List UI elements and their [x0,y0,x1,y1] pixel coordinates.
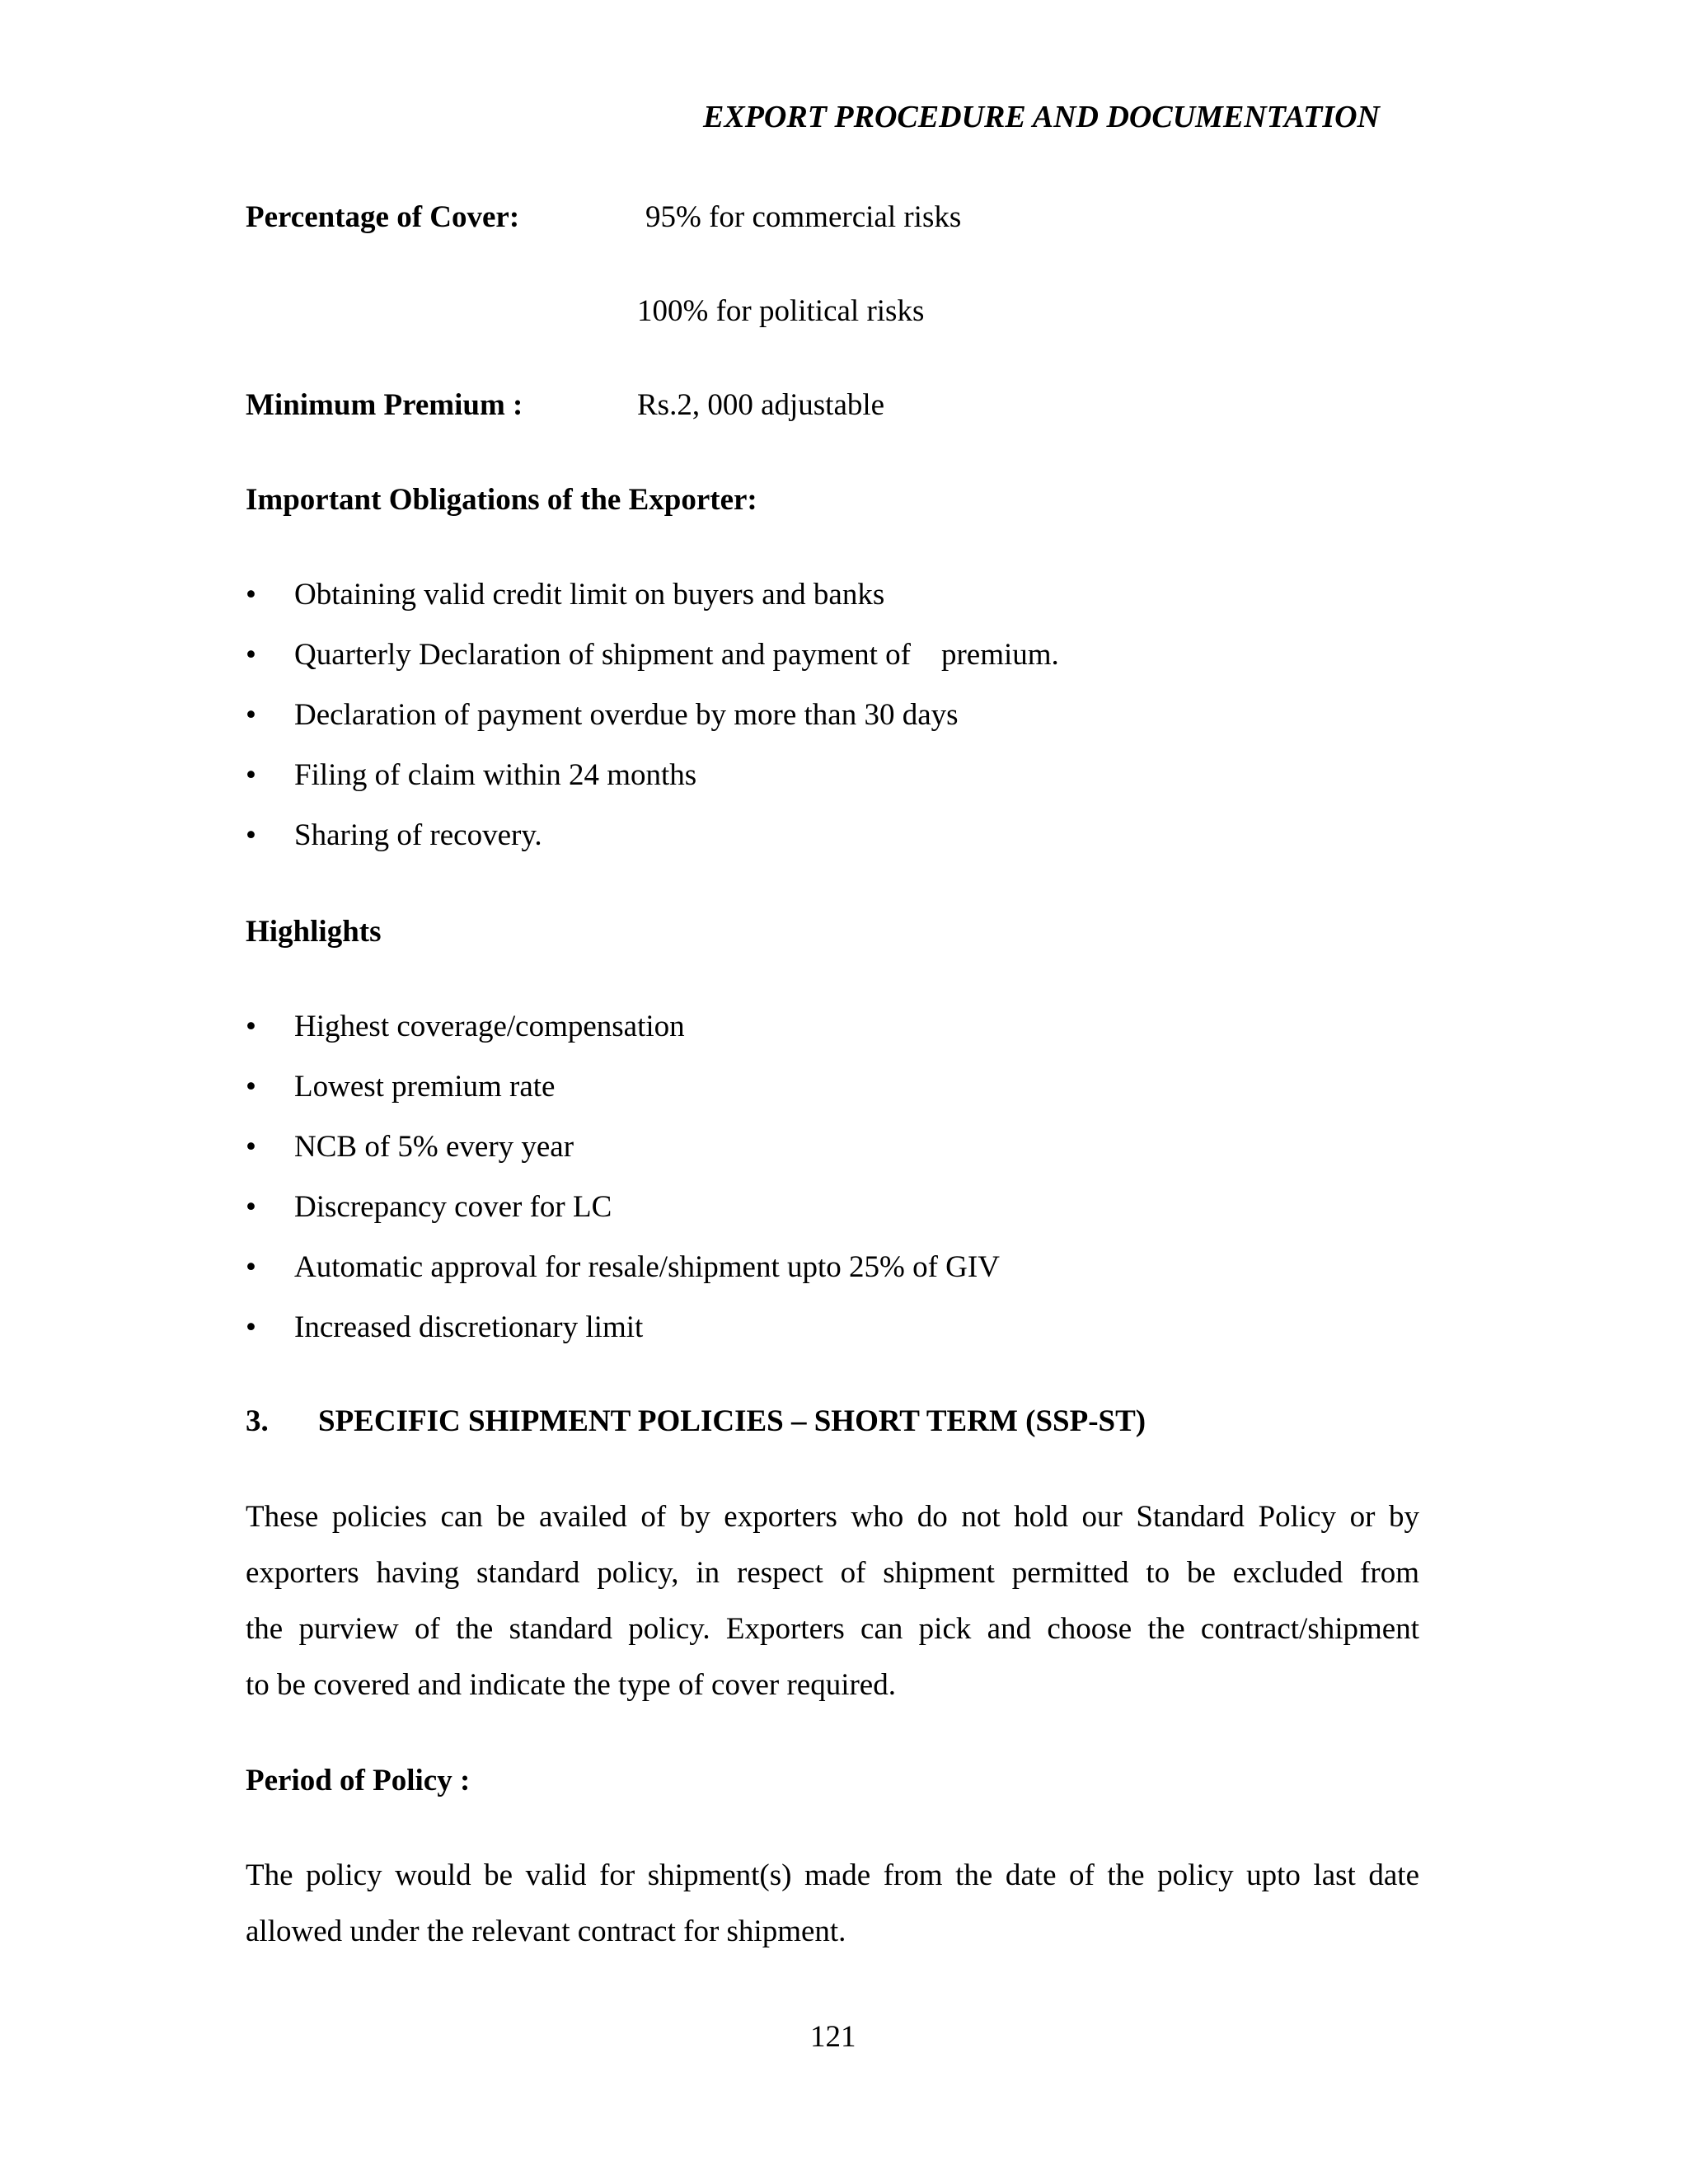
document-page: EXPORT PROCEDURE AND DOCUMENTATION Percentage of Cover: 95% for commercial risks 100% for political risks Minimum Premium : Rs.2, 000 adjustable Important Obligations of the Exporter: • Obtaining valid credit limit on buyers and banks • Quarterly Declaration of shipment and payment of premium. • Declaration of payment overdue by more than 30 days • Filing of claim within 24 months • Sharing of recovery. Highlights • Highest coverage/compensation • Lowest premium rate • NCB of 5% every year • Discrepancy cover for LC • Automatic approval for resale/shipment upto 25% of GIV • Increased discretionary limit 3. SPECIFIC SHIPMENT POLICIES – SHORT TERM (SSP-ST) These policies can be availed of by exporters who do not hold our Standard Policy or by exporters having standard policy, in respect of shipment permitted to be excluded from the purview of the standard policy. Exporters can pick and choose the contract/shipment to be covered and indicate the type of cover required. Period of Policy : The policy would be valid for shipment(s) made from the date of the policy upto last date allowed under the relevant contract for shipment. 121 [0,0,1688,2184]
paragraph-line: to be covered and indicate the type of cover required. [246,1668,896,1702]
bullet-icon: • [246,1010,256,1043]
bullet-icon: • [246,1130,256,1164]
obligations-heading: Important Obligations of the Exporter: [246,483,757,517]
bullet-icon: • [246,578,256,612]
section-number: 3. [246,1404,269,1438]
paragraph-line: the purview of the standard policy. Exporters can pick and choose the contract/shipment [246,1612,1419,1646]
bullet-icon: • [246,758,256,792]
bullet-icon: • [246,698,256,732]
cover-label: Percentage of Cover: [246,200,520,234]
period-heading: Period of Policy : [246,1764,471,1797]
paragraph-line: The policy would be valid for shipment(s) made from the date of the policy upto last date [246,1858,1419,1892]
bullet-icon: • [246,1250,256,1284]
period-paragraph [246,1848,1419,1960]
bullet-icon: • [246,638,256,672]
section-title: SPECIFIC SHIPMENT POLICIES – SHORT TERM (SSP-ST) [318,1404,1146,1438]
paragraph-line: allowed under the relevant contract for shipment. [246,1915,846,1948]
page-number: 121 [810,2020,856,2054]
running-header: EXPORT PROCEDURE AND DOCUMENTATION [703,100,1380,134]
bullet-icon: • [246,1310,256,1344]
highlights-heading: Highlights [246,915,382,949]
premium-value: Rs.2, 000 adjustable [637,388,885,422]
cover-value-commercial: 95% for commercial risks [645,200,962,234]
section-paragraph [246,1489,1419,1713]
bullet-icon: • [246,1070,256,1104]
premium-label: Minimum Premium : [246,388,523,422]
cover-value-political: 100% for political risks [637,294,925,328]
bullet-icon: • [246,1190,256,1224]
bullet-icon: • [246,818,256,852]
paragraph-line: These policies can be availed of by exporters who do not hold our Standard Policy or by [246,1500,1419,1534]
paragraph-line: exporters having standard policy, in respect of shipment permitted to be excluded from [246,1556,1419,1590]
